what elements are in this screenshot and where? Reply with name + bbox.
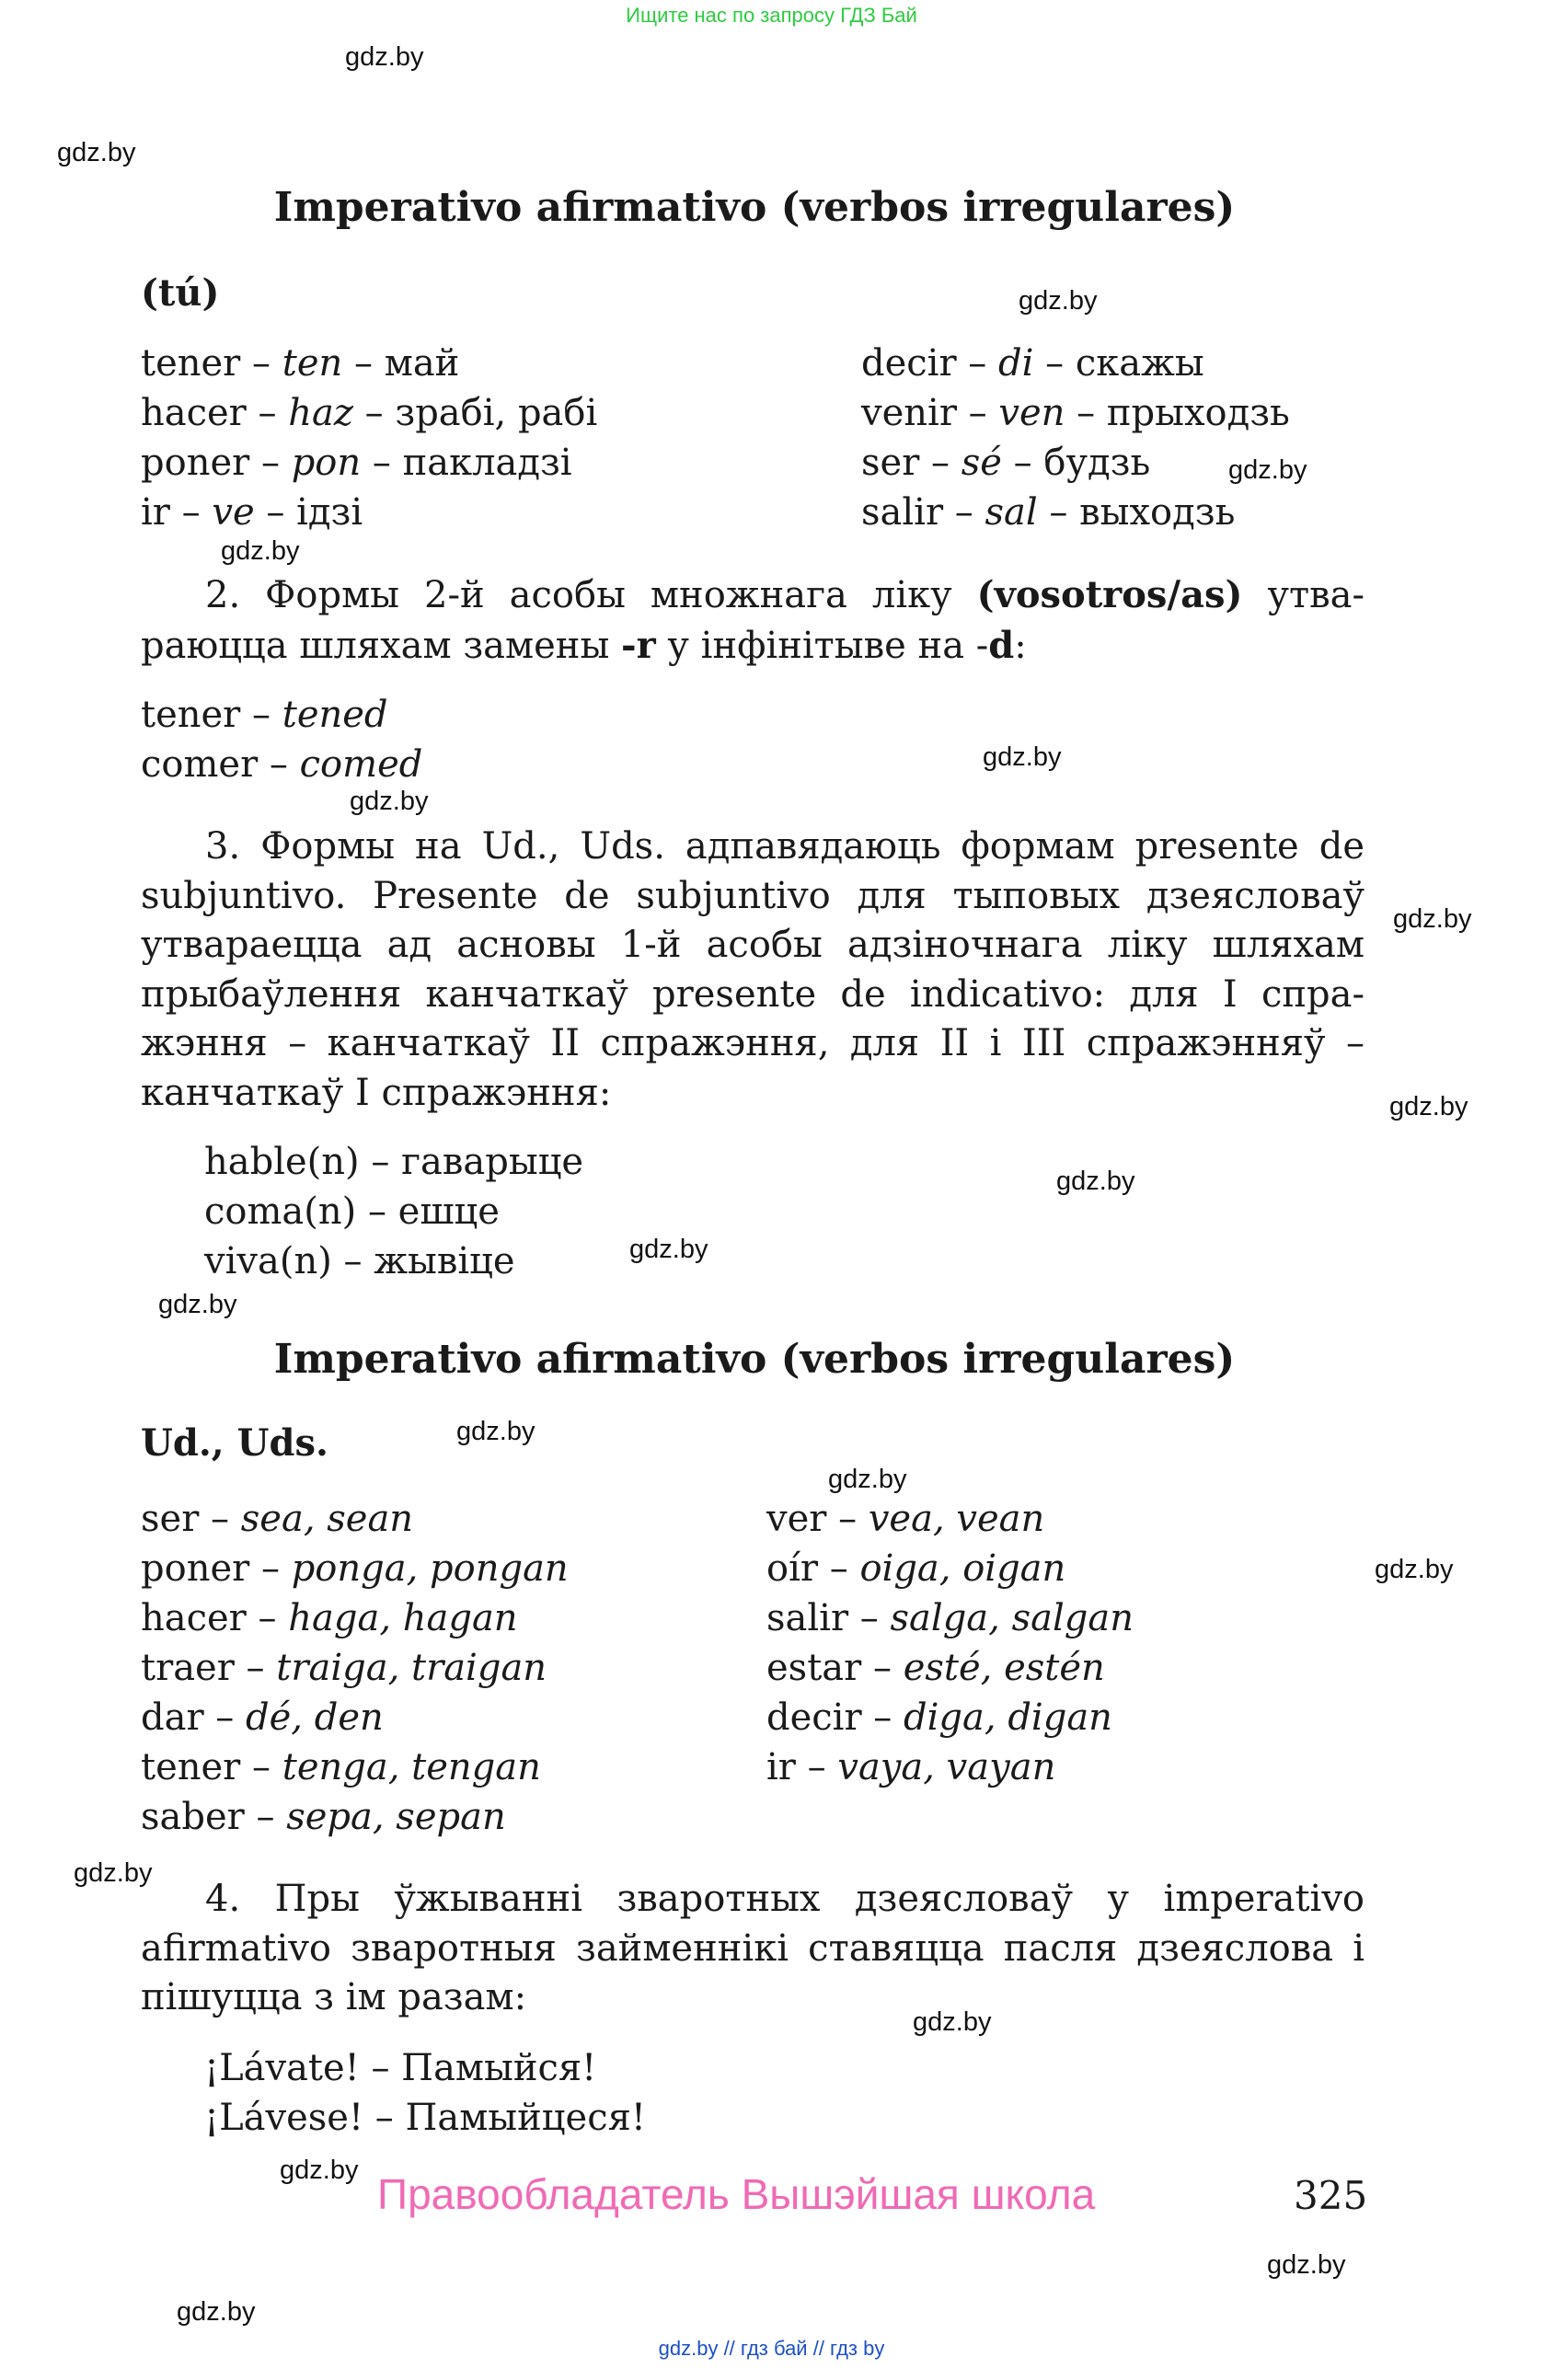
verb-row: tener – ten – май (141, 342, 460, 385)
example-row: viva(n) – жывіце (204, 1240, 515, 1282)
paragraph-4 (141, 1875, 1365, 2023)
verb-row: venir – ven – прыходзь (861, 392, 1290, 434)
verb-row: saber – sepa, sepan (141, 1796, 506, 1838)
watermark: gdz.by (280, 2156, 359, 2185)
watermark: gdz.by (629, 1235, 708, 1264)
page-number: 325 (1294, 2173, 1368, 2218)
verb-row: decir – di – скажы (861, 342, 1204, 385)
verb-row: hacer – haga, hagan (141, 1597, 518, 1639)
watermark: gdz.by (1267, 2250, 1346, 2280)
watermark: gdz.by (1375, 1555, 1454, 1584)
example-row: hable(n) – гаварыце (204, 1141, 584, 1183)
verb-row: salir – sal – выходзь (861, 491, 1236, 534)
watermark: gdz.by (345, 42, 424, 72)
subsection-label: (tú) (141, 271, 220, 315)
watermark: gdz.by (1228, 455, 1307, 485)
paragraph-line: раюцца шляхам замены -r у інфінітыве на -d: (141, 623, 1027, 667)
verb-row: ver – vea, vean (766, 1498, 1045, 1540)
watermark: gdz.by (1056, 1167, 1135, 1196)
watermark: gdz.by (158, 1290, 237, 1319)
watermark: gdz.by (57, 138, 136, 167)
section-heading: Imperativo afirmativo (verbos irregulares) (273, 1336, 1236, 1383)
watermark: gdz.by (913, 2007, 992, 2037)
verb-row: ser – sea, sean (141, 1498, 414, 1540)
verb-row: ir – ve – ідзі (141, 491, 363, 534)
subsection-label: Ud., Uds. (141, 1421, 328, 1465)
verb-row: traer – traiga, traigan (141, 1647, 547, 1689)
verb-row: dar – dé, den (141, 1696, 384, 1739)
copyright-notice: Правообладатель Вышэйшая школа (377, 2170, 1096, 2218)
verb-row: poner – pon – пакладзі (141, 442, 572, 484)
verb-row: salir – salga, salgan (766, 1597, 1134, 1639)
paragraph-line: пішуцца з ім разам: (141, 1976, 527, 2018)
paragraph-line: 2. Формы 2-й асобы множнага ліку (vosotros/as) утва- (205, 573, 1365, 616)
verb-row: estar – esté, estén (766, 1647, 1105, 1689)
paragraph-line: 4. Пры ўжыванні зваротных дзеясловаў у imperativo (205, 1878, 1365, 1920)
example-row: comer – comed (141, 743, 423, 786)
paragraph-line: subjuntivo. Presente de subjuntivo для тыповых дзеясловаў (141, 874, 1365, 917)
example-row: coma(n) – ешце (204, 1190, 500, 1233)
paragraph-2 (141, 570, 1365, 671)
paragraph-line: afirmativo зваротныя займеннікі ставяцца пасля дзеяслова і (141, 1926, 1365, 1970)
watermark: gdz.by (1393, 904, 1472, 934)
watermark: gdz.by (74, 1858, 153, 1888)
watermark: gdz.by (221, 536, 300, 566)
paragraph-line: жэння – канчаткаў II спражэння, для II і III спражэнняў – (141, 1022, 1365, 1064)
top-banner[interactable]: Ищите нас по запросу ГДЗ Бай (626, 4, 917, 27)
example-row: ¡Lávate! – Памыйся! (204, 2047, 597, 2089)
verb-row: ir – vaya, vayan (766, 1746, 1056, 1788)
paragraph-line: канчаткаў I спражэння: (141, 1071, 612, 1114)
footer-links[interactable]: gdz.by // гдз бай // гдз by (658, 2337, 885, 2360)
example-row: tener – tened (141, 694, 388, 736)
example-row: ¡Lávese! – Памыйцеся! (204, 2097, 646, 2139)
watermark: gdz.by (350, 787, 429, 816)
verb-row: poner – ponga, pongan (141, 1547, 569, 1590)
verb-row: ser – sé – будзь (861, 442, 1151, 484)
watermark: gdz.by (177, 2297, 256, 2327)
verb-row: decir – diga, digan (766, 1696, 1112, 1739)
watermark: gdz.by (456, 1417, 535, 1446)
paragraph-line: прыбаўлення канчаткаў presente de indicativo: для I спра- (141, 972, 1365, 1016)
paragraph-line: 3. Формы на Ud., Uds. адпавядаюць формам presente de (205, 825, 1365, 868)
watermark: gdz.by (1389, 1092, 1468, 1121)
watermark: gdz.by (983, 742, 1062, 772)
verb-row: hacer – haz – зрабі, рабі (141, 392, 598, 434)
paragraph-3 (141, 822, 1365, 1118)
verb-row: oír – oiga, oigan (766, 1547, 1066, 1590)
paragraph-line: утвараецца ад асновы 1-й асобы адзіночнага ліку шляхам (141, 924, 1365, 966)
verb-row: tener – tenga, tengan (141, 1746, 541, 1788)
section-heading: Imperativo afirmativo (verbos irregulares) (273, 184, 1236, 231)
watermark: gdz.by (828, 1465, 907, 1494)
watermark: gdz.by (1019, 286, 1098, 316)
